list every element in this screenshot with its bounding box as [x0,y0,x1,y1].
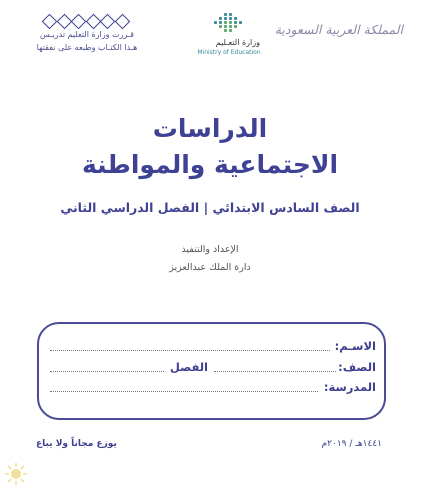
free-distribution-note: يوزع مجاناً ولا يباع [36,439,117,449]
preparation-label: الإعداد والتنفيذ [181,244,239,255]
grade-row [50,360,376,376]
school-label: المدرسة: [323,380,376,394]
book-title-line-2: الاجتماعية والمواطنة [81,150,339,179]
name-row [50,339,376,355]
ministry-english-name: Ministry of Education [197,49,261,56]
section-label: الفصل [169,360,208,374]
edition-date: ١٤٤١هـ / ٢٠١٩م [321,439,382,449]
diamond-icon [115,14,131,30]
diamond-icon [56,14,72,30]
section-field[interactable] [50,371,164,372]
approval-line-2: هـذا الكتـاب وطبعه على نفقتها [36,43,138,52]
diamond-icon [86,14,102,30]
preparation-name: دارة الملك عبدالعزيز [169,262,251,273]
book-subtitle: الصف السادس الابتدائي | الفصل الدراسي الثاني [60,200,360,215]
sun-icon [4,462,28,486]
ministry-arabic-name: وزارة التعـليم [215,38,260,47]
name-field[interactable] [50,350,330,351]
diamond-icon [100,14,116,30]
diamond-icon [42,14,58,30]
school-field[interactable] [50,391,318,392]
grade-field[interactable] [214,371,336,372]
school-row [50,380,376,396]
ministry-of-education-logo [198,12,258,38]
kingdom-name: المملكة العربية السعودية [274,22,403,37]
approval-line-1: قـررت وزارة التعليم تدريـس [40,30,134,39]
book-title-line-1: الدراسات [152,114,268,143]
grade-label: الصف: [338,360,376,374]
diamond-icon [71,14,87,30]
decorative-diamond-row [44,14,128,28]
name-label: الاسـم: [334,339,376,353]
